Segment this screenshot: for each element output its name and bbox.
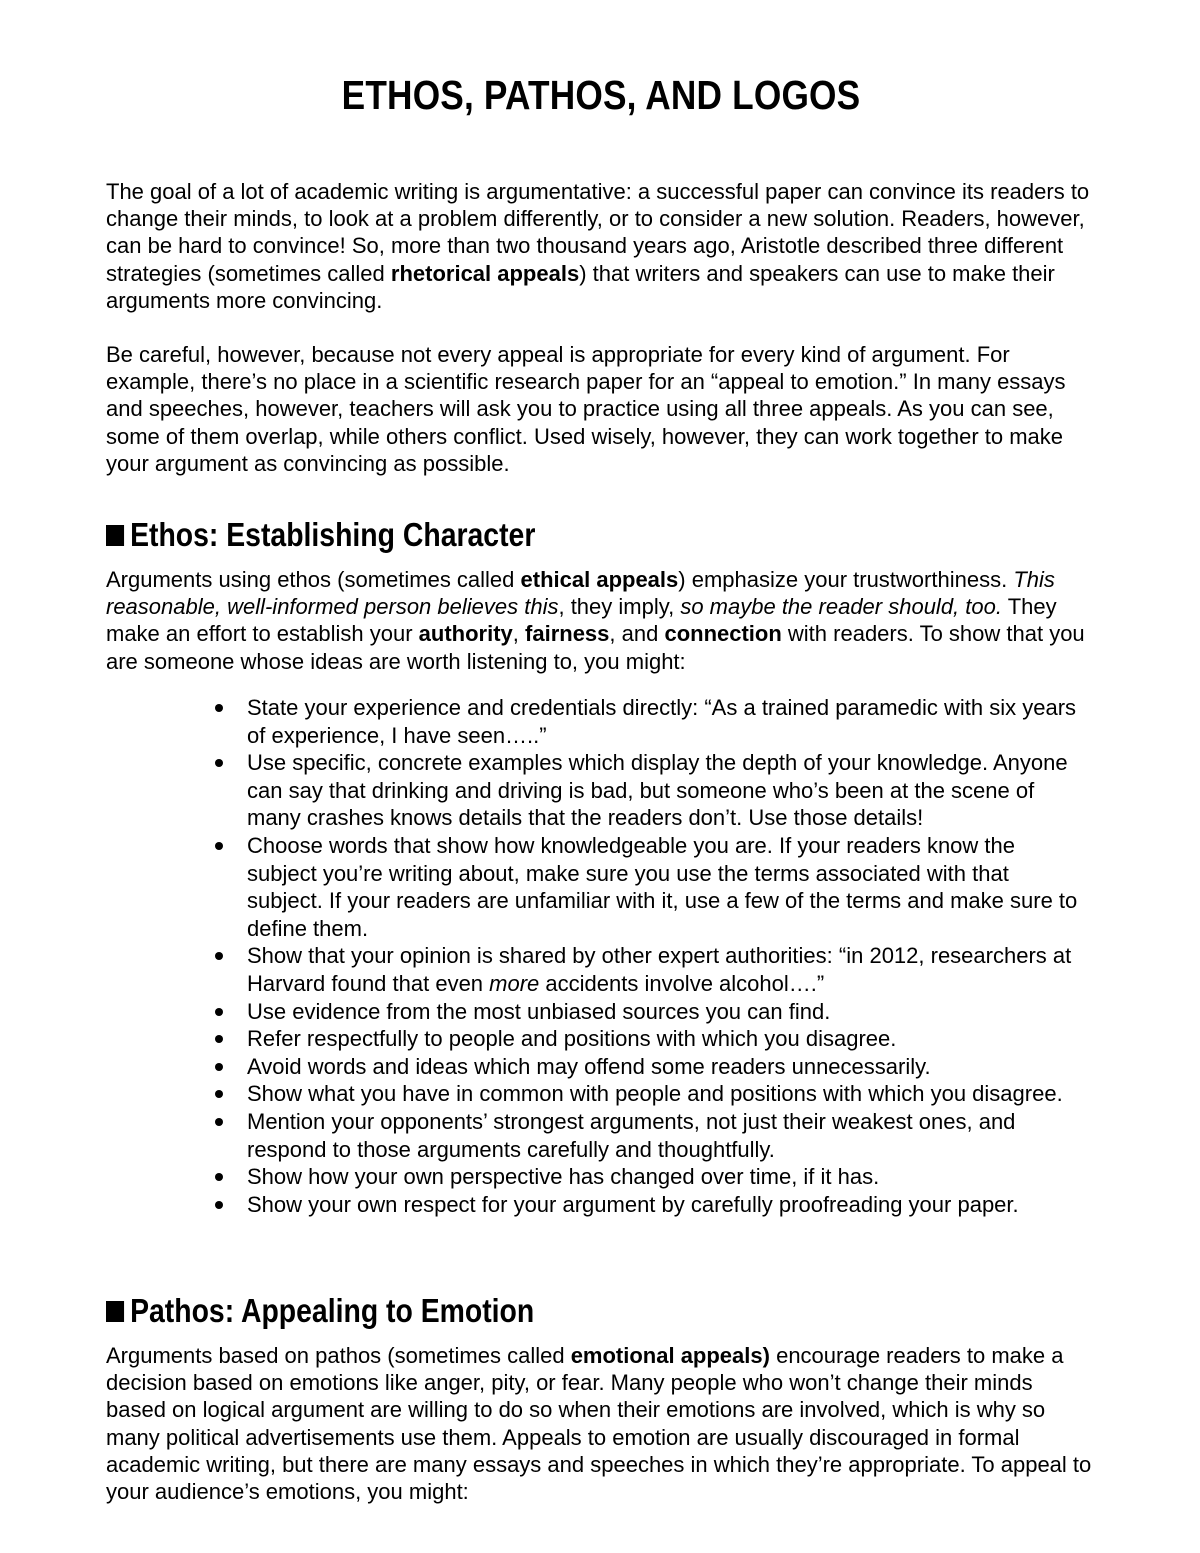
list-item: Use evidence from the most unbiased sources you can find.: [210, 998, 1090, 1026]
list-item: Avoid words and ideas which may offend some readers unnecessarily.: [210, 1053, 1090, 1081]
list-item: Use specific, concrete examples which display the depth of your knowledge. Anyone can say that drinking and driving is bad, but someone who’s been at the scene of many crashes knows details that the readers don’t. Use those details!: [210, 749, 1090, 832]
list-item: Show your own respect for your argument by carefully proofreading your paper.: [210, 1191, 1090, 1219]
list-item: Choose words that show how knowledgeable you are. If your readers know the subject you’re writing about, make sure you use the terms associated with that subject. If your readers are unfamiliar with it, use a few of the terms and make sure to define them.: [210, 832, 1090, 942]
list-item: Refer respectfully to people and positions with which you disagree.: [210, 1025, 1090, 1053]
list-item: Show that your opinion is shared by other expert authorities: “in 2012, researchers at Harvard found that even more accidents involve alcohol….”: [210, 942, 1090, 997]
square-bullet-icon: [106, 1301, 124, 1322]
list-item: Show how your own perspective has changed over time, if it has.: [210, 1163, 1090, 1191]
pathos-heading: Pathos: Appealing to Emotion: [106, 1292, 534, 1330]
ethos-list: [210, 694, 1090, 1218]
ethos-paragraph: Arguments using ethos (sometimes called ethical appeals) emphasize your trustworthiness. This reasonable, well-informed person believes this, they imply, so maybe the reader should, too. They make an effort to establish your authority, fairness, and connection with readers. To show that you are someone whose ideas are worth listening to, you might:: [106, 567, 1085, 674]
list-item: Mention your opponents’ strongest arguments, not just their weakest ones, and respond to those arguments carefully and thoughtfully.: [210, 1108, 1090, 1163]
pathos-paragraph: Arguments based on pathos (sometimes called emotional appeals) encourage readers to make a decision based on emotions like anger, pity, or fear. Many people who won’t change their minds based on logical argument are willing to do so when their emotions are involved, which is why so many political advertisements use them. Appeals to emotion are usually discouraged in formal academic writing, but there are many essays and speeches in which they’re appropriate. To appeal to your audience’s emotions, you might:: [106, 1343, 1092, 1505]
intro-paragraph-2: Be careful, however, because not every appeal is appropriate for every kind of argument. For example, there’s no place in a scientific research paper for an “appeal to emotion.” In many essays and speeches, however, teachers will ask you to practice using all three appeals. As you can see, some of them overlap, while others conflict. Used wisely, however, they can work together to make your argument as convincing as possible.: [106, 342, 1066, 476]
list-item: Show what you have in common with people and positions with which you disagree.: [210, 1080, 1090, 1108]
square-bullet-icon: [106, 525, 124, 546]
intro-paragraph-1: The goal of a lot of academic writing is argumentative: a successful paper can convince its readers to change their minds, to look at a problem differently, or to consider a new solution. Readers, however, can be hard to convince! So, more than two thousand years ago, Aristotle described three different strategies (sometimes called rhetorical appeals) that writers and speakers can use to make their arguments more convincing.: [106, 179, 1090, 313]
ethos-heading: Ethos: Establishing Character: [106, 516, 535, 554]
page-title: ETHOS, PATHOS, AND LOGOS: [341, 72, 861, 118]
list-item: State your experience and credentials directly: “As a trained paramedic with six years of experience, I have seen…..”: [210, 694, 1090, 749]
